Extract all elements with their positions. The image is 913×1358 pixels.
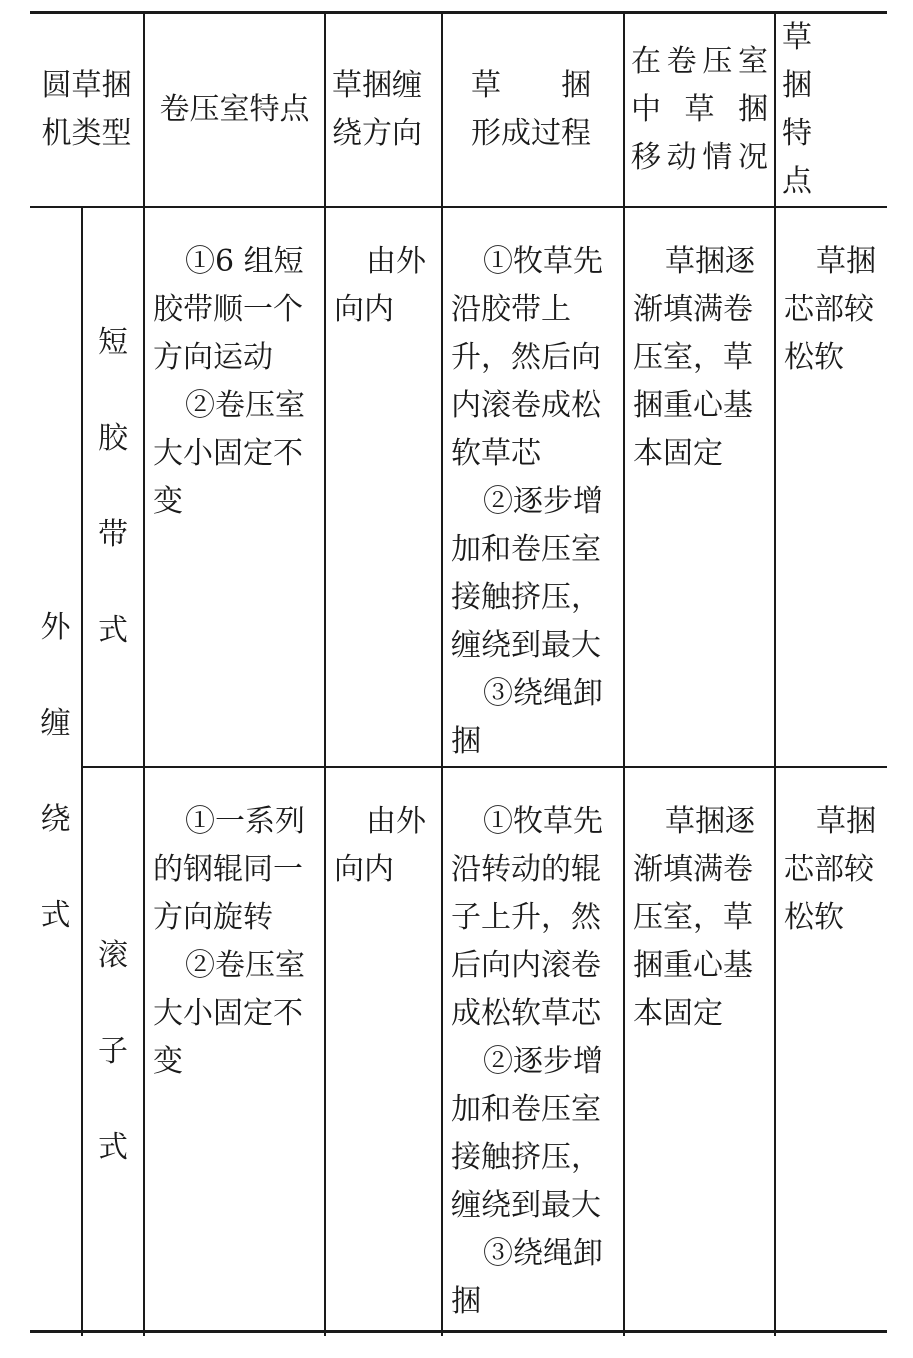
paragraph: ①牧草先沿胶带上升，然后向内滚卷成松软草芯 [451, 244, 603, 471]
formation-cell [442, 767, 624, 1336]
subtype-char: 式 [98, 613, 128, 648]
subtype-cell [82, 207, 144, 767]
header-formation [442, 14, 624, 207]
paragraph: 草捆芯部较松软 [784, 244, 876, 375]
header-machine-type [30, 14, 144, 207]
header-row [30, 14, 887, 207]
header-line: 中 草 捆 [631, 92, 768, 127]
table-bottom-rule [30, 1330, 887, 1333]
subtype-char: 滚 [98, 938, 128, 973]
group-label-cell [30, 207, 82, 1336]
group-label-char: 缠 [40, 706, 71, 741]
paragraph: 由外向内 [334, 244, 426, 327]
winding-direction-cell [325, 207, 442, 767]
subtype-char: 胶 [98, 421, 128, 456]
paragraph: ②卷压室大小固定不变 [153, 388, 305, 519]
subtype-label [95, 295, 131, 679]
header-chamber-features [144, 14, 325, 207]
header-line: 草 捆 [471, 68, 591, 103]
paragraph: 草捆逐渐填满卷压室，草捆重心基本固定 [633, 244, 755, 471]
group-label-char: 绕 [40, 802, 71, 837]
paragraph: ②卷压室大小固定不变 [153, 948, 305, 1079]
paragraph: ①一系列的钢辊同一方向旋转 [153, 804, 305, 935]
paragraph: ①牧草先沿转动的辊子上升，然后向内滚卷成松软草芯 [451, 804, 603, 1031]
paragraph: ②逐步增加和卷压室接触挤压，缠绕到最大 [451, 1044, 603, 1223]
subtype-char: 短 [98, 325, 128, 360]
paragraph: ②逐步增加和卷压室接触挤压，缠绕到最大 [451, 484, 603, 663]
bale-machine-table [30, 14, 887, 1336]
header-line: 草捆缠 [332, 68, 422, 103]
paragraph: ③绕绳卸捆 [451, 676, 603, 759]
chamber-features-cell [144, 207, 325, 767]
subtype-char: 带 [98, 517, 128, 552]
header-line: 圆草捆 [41, 68, 132, 103]
movement-cell [624, 207, 775, 767]
header-movement [624, 14, 775, 207]
header-line: 草 捆 [782, 20, 872, 103]
bale-features-cell [775, 767, 887, 1336]
group-label-char: 式 [40, 898, 71, 933]
table-row [30, 767, 887, 1336]
header-line: 特 点 [782, 116, 872, 199]
bale-features-cell [775, 207, 887, 767]
group-label [38, 580, 74, 964]
paragraph: ①6 组短胶带顺一个方向运动 [153, 244, 304, 375]
subtype-char: 子 [98, 1034, 128, 1069]
winding-direction-cell [325, 767, 442, 1336]
table-row [30, 207, 887, 767]
formation-cell [442, 207, 624, 767]
subtype-cell [82, 767, 144, 1336]
paragraph: 草捆逐渐填满卷压室，草捆重心基本固定 [633, 804, 755, 1031]
header-line: 机类型 [41, 116, 132, 151]
header-line: 移动情况 [631, 140, 768, 175]
paragraph: 由外向内 [334, 804, 426, 887]
subtype-label [95, 908, 131, 1196]
subtype-char: 式 [98, 1130, 128, 1165]
paragraph: ③绕绳卸捆 [451, 1236, 603, 1319]
header-line: 绕方向 [332, 116, 422, 151]
header-bale-features [775, 14, 887, 207]
header-line: 卷压室特点 [159, 92, 310, 127]
paragraph: 草捆芯部较松软 [784, 804, 876, 935]
chamber-features-cell [144, 767, 325, 1336]
header-line: 形成过程 [471, 116, 591, 151]
header-line: 在卷压室 [631, 44, 768, 79]
group-label-char: 外 [40, 610, 71, 645]
header-winding-direction [325, 14, 442, 207]
movement-cell [624, 767, 775, 1336]
